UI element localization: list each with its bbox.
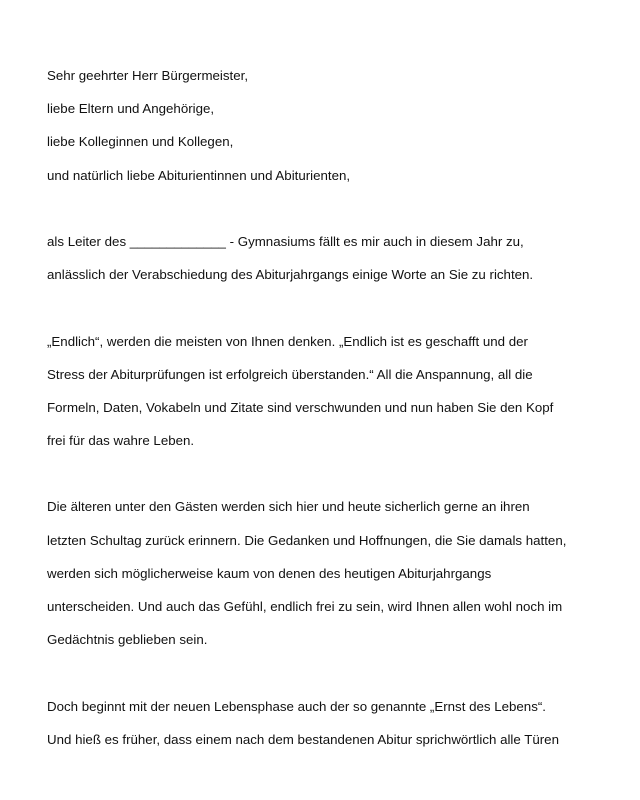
paragraph-3 <box>47 490 617 656</box>
paragraph-line: Formeln, Daten, Vokabeln und Zitate sind verschwunden und nun haben Sie den Kopf <box>47 399 554 415</box>
paragraph-1 <box>47 225 617 291</box>
speech-text <box>47 59 617 756</box>
salutation-block <box>47 59 617 192</box>
paragraph-gap <box>47 192 617 225</box>
paragraph-line: als Leiter des _____________ - Gymnasiums fällt es mir auch in diesem Jahr zu, <box>47 233 524 249</box>
paragraph-4 <box>47 690 617 756</box>
paragraph-gap <box>47 457 617 490</box>
paragraph-line: anlässlich der Verabschiedung des Abiturjahrgangs einige Worte an Sie zu richten. <box>47 267 534 283</box>
paragraph-line: letzten Schultag zurück erinnern. Die Gedanken und Hoffnungen, die Sie damals hatten, <box>47 532 567 548</box>
salutation-line: Sehr geehrter Herr Bürgermeister, <box>47 68 249 83</box>
paragraph-line: frei für das wahre Leben. <box>47 433 195 449</box>
paragraph-line: „Endlich“, werden die meisten von Ihnen denken. „Endlich ist es geschafft und der <box>47 333 528 349</box>
salutation-line: und natürlich liebe Abiturientinnen und Abiturienten, <box>47 167 351 183</box>
paragraph-line: Gedächtnis geblieben sein. <box>47 632 208 648</box>
paragraph-2 <box>47 325 617 458</box>
paragraph-gap <box>47 656 617 689</box>
paragraph-line: werden sich möglicherweise kaum von denen des heutigen Abiturjahrgangs <box>47 565 492 581</box>
paragraph-line: Die älteren unter den Gästen werden sich hier und heute sicherlich gerne an ihren <box>47 499 530 515</box>
salutation-line: liebe Eltern und Angehörige, <box>47 101 215 117</box>
paragraph-line: unterscheiden. Und auch das Gefühl, endlich frei zu sein, wird Ihnen allen wohl noch im <box>47 599 563 614</box>
paragraph-line: Und hieß es früher, dass einem nach dem bestandenen Abitur sprichwörtlich alle Türen <box>47 731 559 747</box>
paragraph-line: Stress der Abiturprüfungen ist erfolgreich überstanden.“ All die Anspannung, all die <box>47 366 533 382</box>
salutation-line: liebe Kolleginnen und Kollegen, <box>47 134 234 150</box>
paragraph-gap <box>47 291 617 324</box>
paragraph-line: Doch beginnt mit der neuen Lebensphase auch der so genannte „Ernst des Lebens“. <box>47 698 546 714</box>
